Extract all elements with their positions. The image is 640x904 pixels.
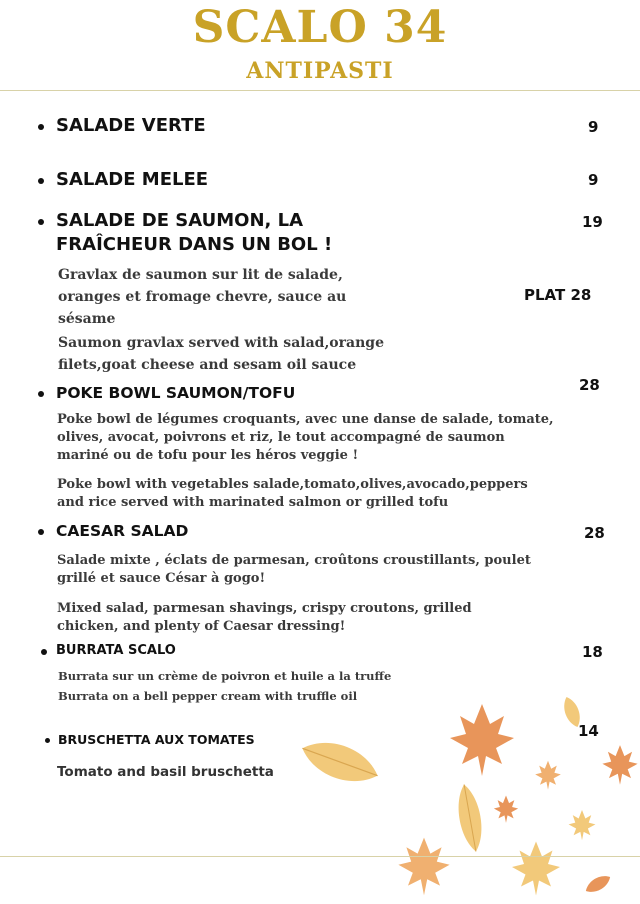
bullet-icon — [38, 178, 44, 184]
maple-leaf-icon — [602, 745, 637, 785]
leaf-icon — [583, 872, 613, 896]
leaf-icon — [454, 783, 486, 854]
maple-leaf-icon — [398, 838, 449, 896]
item-name: SALADE VERTE — [56, 115, 206, 136]
item-name: CAESAR SALAD — [56, 522, 189, 540]
item-price: 19 — [582, 213, 603, 231]
item-price: 18 — [582, 643, 603, 661]
item-price: 28 — [579, 376, 600, 394]
maple-leaf-icon — [512, 842, 560, 896]
item-price: 28 — [584, 524, 605, 542]
item-name: BRUSCHETTA AUX TOMATES — [58, 732, 255, 747]
item-description: Salade mixte , éclats de parmesan, croûtons croustillants, poulet grillé et sauce César à gogo! — [57, 553, 531, 586]
item-description-en: Saumon gravlax served with salad,orange filets,goat cheese and sesam oil sauce — [58, 335, 384, 373]
restaurant-name: SCALO 34 — [192, 2, 448, 53]
item-description-en: Mixed salad, parmesan shavings, crispy croutons, grilled chicken, and plenty of Caesar dressing! — [57, 601, 472, 634]
item-price: 9 — [588, 171, 599, 189]
maple-leaf-icon — [569, 810, 596, 840]
maple-leaf-icon — [494, 796, 518, 823]
item-name: POKE BOWL SAUMON/TOFU — [56, 384, 296, 402]
item-description: Tomato and basil bruschetta — [57, 764, 274, 780]
section-title: ANTIPASTI — [246, 58, 394, 84]
leaf-icon — [297, 733, 383, 791]
item-description: Poke bowl de légumes croquants, avec une danse de salade, tomate, olives, avocat, poivrons et riz, le tout accompagné de saumon mariné ou de tofu pour les héros veggie ! — [57, 412, 554, 463]
item-name: SALADE DE SAUMON, LA — [56, 210, 304, 231]
maple-leaf-icon — [450, 704, 514, 776]
item-description: Gravlax de saumon sur lit de salade, oranges et fromage chevre, sauce au sésame — [58, 267, 347, 327]
bullet-icon — [41, 649, 47, 655]
item-price: 14 — [578, 722, 599, 740]
maple-leaf-icon — [535, 761, 561, 790]
bullet-icon — [38, 391, 44, 397]
bullet-icon — [38, 219, 44, 225]
bottom-divider — [0, 856, 640, 857]
item-name: BURRATA SCALO — [56, 643, 176, 658]
bullet-icon — [38, 124, 44, 130]
bullet-icon — [38, 529, 44, 535]
plat-price: PLAT 28 — [524, 286, 592, 304]
item-name: FRAÎCHEUR DANS UN BOL ! — [56, 234, 333, 255]
item-name: SALADE MELEE — [56, 169, 209, 190]
item-price: 9 — [588, 118, 599, 136]
bullet-icon — [45, 738, 50, 743]
item-description: Burrata sur un crème de poivron et huile a la truffe Burrata on a bell pepper cream with truffle oil — [58, 669, 392, 703]
item-description-en: Poke bowl with vegetables salade,tomato,olives,avocado,peppers and rice served with marinated salmon or grilled tofu — [57, 477, 528, 510]
